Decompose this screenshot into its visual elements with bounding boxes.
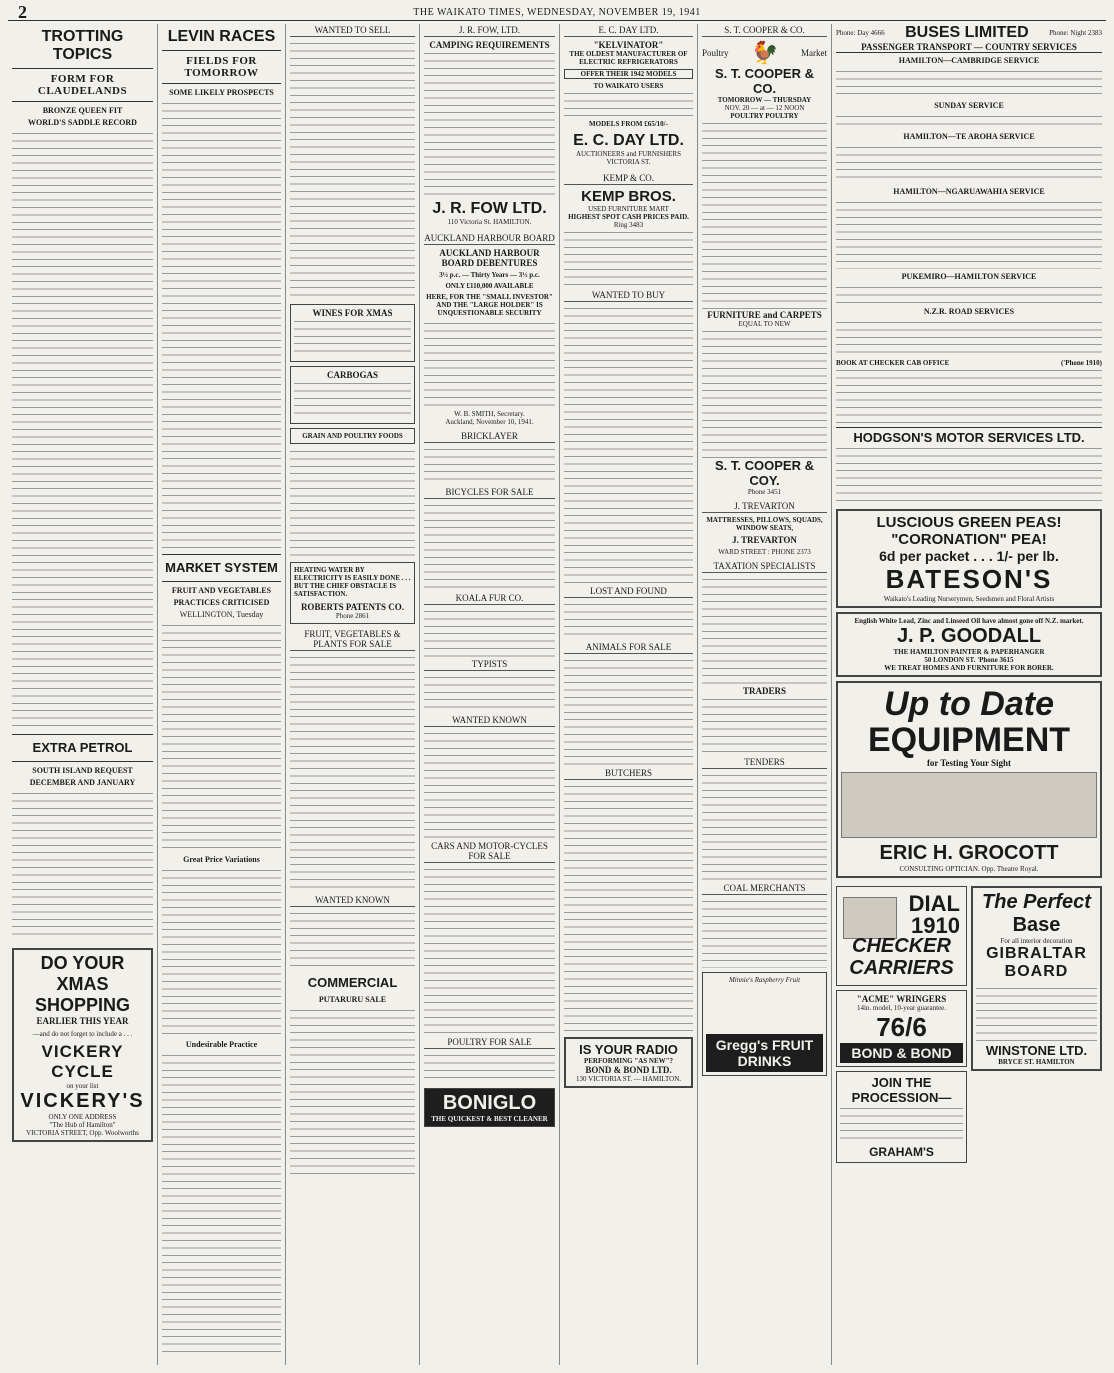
goodall-sub: THE HAMILTON PAINTER & PAPERHANGER xyxy=(893,648,1045,656)
checker-ad xyxy=(836,886,967,986)
trotting-sub2: BRONZE QUEEN FIT xyxy=(42,106,123,115)
trotting-subheading: FORM FOR CLAUDELANDS xyxy=(37,73,128,97)
goodall-tagline: WE TREAT HOMES AND FURNITURE FOR BORER. xyxy=(884,664,1054,672)
trevarton-street: WARD STREET : PHONE 2373 xyxy=(718,548,811,556)
fow-header: J. R. FOW, LTD. xyxy=(424,24,555,37)
cooper-header: S. T. COOPER & CO. xyxy=(702,24,827,37)
fruit-body xyxy=(290,654,415,894)
bateson-name: BATESON'S xyxy=(885,564,1053,594)
grocott-name: ERIC H. GROCOTT xyxy=(879,842,1059,864)
buses-header xyxy=(836,24,1102,42)
kemp-name: KEMP BROS. xyxy=(581,188,676,205)
masthead-title: THE WAIKATO TIMES, WEDNESDAY, NOVEMBER 19, 1941 xyxy=(413,7,701,18)
levin-heading: LEVIN RACES xyxy=(167,28,276,45)
goodall-name: J. P. GOODALL xyxy=(896,625,1042,647)
cooper-market-banner xyxy=(702,40,827,66)
classified-body-1 xyxy=(290,448,415,558)
radio-firm: BOND & BOND LTD. xyxy=(585,1065,672,1075)
winstone-address: BRYCE ST. HAMILTON xyxy=(998,1058,1075,1066)
column-6 xyxy=(698,24,832,1365)
poultry-head: POULTRY FOR SALE xyxy=(424,1036,555,1049)
trevarton-head: J. TREVARTON xyxy=(702,500,827,513)
gibraltar-line2: BOARD xyxy=(1004,963,1069,980)
radio-sub: PERFORMING "AS NEW"? xyxy=(583,1057,674,1065)
extra-petrol-sub: SOUTH ISLAND REQUEST xyxy=(32,766,133,775)
vickery-line2: XMAS xyxy=(56,974,109,994)
wringer-price: 76/6 xyxy=(876,1012,927,1042)
winstone-ad xyxy=(971,886,1102,1071)
market-heading: MARKET SYSTEM xyxy=(165,560,278,575)
route-pukemiro: PUKEMIRO—HAMILTON SERVICE xyxy=(901,272,1037,281)
buses-title: BUSES LIMITED xyxy=(905,24,1029,41)
buses-phone-night: Phone: Night 2383 xyxy=(1049,29,1102,37)
market-body-3 xyxy=(162,1052,281,1352)
gregg-ad xyxy=(702,972,827,1076)
coronation-title: "CORONATION" PEA! xyxy=(891,531,1047,548)
dial-block xyxy=(909,893,960,937)
roberts-phone: Phone 2861 xyxy=(335,612,370,620)
goodall-ad xyxy=(836,612,1102,677)
goodall-intro: English White Lead, Zinc and Linseed Oil have almost gone off N.Z. market. xyxy=(854,617,1084,625)
goodall-address: 50 LONDON ST. 'Phone 3615 xyxy=(924,656,1014,664)
vickery-hub: "The Hub of Hamilton" xyxy=(49,1121,116,1129)
base-line3: For all interior decoration xyxy=(1000,937,1073,945)
checker-title: CHECKER CARRIERS xyxy=(849,935,954,979)
trotting-sub3: WORLD'S SADDLE RECORD xyxy=(28,118,137,127)
harbour-date: Auckland, November 10, 1941. xyxy=(445,418,534,426)
trevarton-name: J. TREVARTON xyxy=(732,535,797,545)
wines-title: WINES FOR XMAS xyxy=(312,308,393,318)
carbogas-ad xyxy=(290,366,415,424)
extra-petrol-heading: EXTRA PETROL xyxy=(32,740,133,755)
equipment-line3: for Testing Your Sight xyxy=(926,758,1012,768)
winstone-name: WINSTONE LTD. xyxy=(985,1043,1088,1058)
kemp-head: KEMP & CO. xyxy=(564,172,693,185)
vickery-line1: DO YOUR xyxy=(40,953,125,973)
rooster-icon: 🐓 xyxy=(751,40,779,65)
nzr-heading: N.Z.R. ROAD SERVICES xyxy=(923,307,1015,316)
column-7 xyxy=(832,24,1106,1365)
dial-label: DIAL xyxy=(908,891,960,916)
book-phone: ('Phone 1910) xyxy=(1060,359,1102,367)
equipment-line1: Up to Date xyxy=(884,685,1054,723)
route-sunday: SUNDAY SERVICE xyxy=(934,101,1004,110)
heating-ad xyxy=(290,562,415,624)
gregg-title: Gregg's FRUIT DRINKS xyxy=(706,1034,823,1072)
harbour-rate: 3½ p.c. — Thirty Years — 3½ p.c. xyxy=(439,271,540,279)
animals-head: ANIMALS FOR SALE xyxy=(564,641,693,654)
taxation-head: TAXATION SPECIALISTS xyxy=(702,560,827,573)
buses-sub: PASSENGER TRANSPORT — COUNTRY SERVICES xyxy=(836,42,1102,53)
kelvinator-users: TO WAIKATO USERS xyxy=(593,82,664,90)
harbour-body xyxy=(424,320,555,410)
vickery-shop: VICKERY'S xyxy=(20,1090,145,1112)
minnie-label: Minnie's Raspberry Fruit xyxy=(728,976,801,984)
roberts-name: ROBERTS PATENTS CO. xyxy=(300,602,405,612)
vickery-brand: VICKERY CYCLE xyxy=(41,1042,124,1081)
trevarton-items: MATTRESSES, PILLOWS, SQUADS, WINDOW SEATS, xyxy=(706,516,823,532)
extra-petrol-sub2: DECEMBER AND JANUARY xyxy=(29,778,136,787)
cooper-sale-date: NOV. 20 — at — 12 NOON xyxy=(724,104,805,112)
procession-line2: PROCESSION— xyxy=(851,1090,952,1105)
column-4 xyxy=(420,24,560,1365)
putaruru-heading: PUTARURU SALE xyxy=(318,995,387,1004)
procession-line1: JOIN THE xyxy=(871,1075,932,1090)
masthead xyxy=(8,2,1106,22)
market-dateline: WELLINGTON, Tuesday xyxy=(179,610,264,619)
boniglo-name: BONIGLO xyxy=(442,1092,537,1114)
coal-head: COAL MERCHANTS xyxy=(702,882,827,895)
cooper-right-label: Market xyxy=(800,48,827,58)
radio-address: 130 VICTORIA ST. — HAMILTON. xyxy=(575,1075,681,1083)
bricklayer-head: BRICKLAYER xyxy=(424,430,555,443)
fow-address: 110 Victoria St. HAMILTON. xyxy=(447,218,532,226)
market-body-1 xyxy=(162,622,281,852)
kelvinator-models: MODELS FROM £65/10/- xyxy=(589,120,668,128)
vickery-line3: SHOPPING xyxy=(34,995,131,1015)
wringer-ad xyxy=(836,990,967,1067)
market-body-2 xyxy=(162,867,281,1037)
cooper-name: S. T. COOPER & CO. xyxy=(715,66,814,96)
trotting-heading: TROTTING TOPICS xyxy=(41,28,124,63)
levin-subheading: FIELDS FOR TOMORROW xyxy=(184,55,259,79)
boniglo-ad xyxy=(424,1088,555,1127)
book-heading: BOOK AT CHECKER CAB OFFICE xyxy=(836,359,950,367)
fruit-head: FRUIT, VEGETABLES & PLANTS FOR SALE xyxy=(290,628,415,651)
day-tagline: AUCTIONEERS and FURNISHERS VICTORIA ST. xyxy=(575,150,681,166)
bicycles-head: BICYCLES FOR SALE xyxy=(424,486,555,499)
day-header: E. C. DAY LTD. xyxy=(564,24,693,37)
kemp-sub: USED FURNITURE MART xyxy=(588,205,669,213)
vickery-line5: —and do not forget to include a . . . xyxy=(32,1030,133,1038)
tenders-head: TENDERS xyxy=(702,756,827,769)
gibraltar-line1: GIBRALTAR xyxy=(986,945,1087,962)
hodgson-title: HODGSON'S MOTOR SERVICES LTD. xyxy=(836,427,1102,445)
radio-ad xyxy=(564,1037,693,1088)
camping-title: CAMPING REQUIREMENTS xyxy=(429,40,550,50)
harbour-head: AUCKLAND HARBOUR BOARD xyxy=(424,233,555,243)
wanted-sell-head: WANTED TO SELL xyxy=(290,24,415,37)
wanted-buy-head: WANTED TO BUY xyxy=(564,289,693,302)
dial-number: 1910 xyxy=(911,913,960,938)
kelvinator-offer: OFFER THEIR 1942 MODELS xyxy=(564,69,693,79)
wanted-sell-body xyxy=(290,40,415,300)
bottom-right-ads xyxy=(971,882,1102,1167)
grain-title: GRAIN AND POULTRY FOODS xyxy=(302,432,403,440)
bateson-ad xyxy=(836,509,1102,608)
heating-text: HEATING WATER BY ELECTRICITY IS EASILY DONE . . . BUT THE CHIEF OBSTACLE IS SATISFACTION. xyxy=(294,566,411,598)
kemp-phone: Ring 3483 xyxy=(613,221,644,229)
cooper-poultry: POULTRY POULTRY xyxy=(730,112,799,120)
route-cambridge: HAMILTON—CAMBRIDGE SERVICE xyxy=(898,56,1040,65)
kelvinator-title: "KELVINATOR" xyxy=(593,40,664,50)
wanted-known-head: WANTED KNOWN xyxy=(290,894,415,907)
furniture-title: FURNITURE and CARPETS xyxy=(707,310,822,320)
vickery-line4: EARLIER THIS YEAR xyxy=(36,1016,129,1026)
cooper-sale-day: TOMORROW — THURSDAY xyxy=(717,96,812,104)
kelvinator-sub: THE OLDEST MANUFACTURER OF ELECTRIC REFRIGERATORS xyxy=(569,50,688,66)
boniglo-tagline: THE QUICKEST & BEST CLEANER xyxy=(431,1115,548,1123)
day-name: E. C. DAY LTD. xyxy=(573,132,684,149)
wringer-sub: 14in. model, 10-year guarantee. xyxy=(856,1004,947,1012)
column-1 xyxy=(8,24,158,1365)
market-sub: FRUIT AND VEGETABLES xyxy=(171,586,272,595)
levin-sub2: SOME LIKELY PROSPECTS xyxy=(169,88,274,97)
column-2 xyxy=(158,24,286,1365)
trotting-body xyxy=(12,130,153,730)
levin-body xyxy=(162,100,281,550)
camping-body xyxy=(424,50,555,200)
pea-price: 6d per packet . . . 1/- per lb. xyxy=(879,548,1059,564)
route-ngaruawahia: HAMILTON—NGARUAWAHIA SERVICE xyxy=(893,187,1045,196)
fow-name: J. R. FOW LTD. xyxy=(432,200,547,217)
vickery-ad xyxy=(12,948,153,1142)
equipment-line2: EQUIPMENT xyxy=(867,721,1071,759)
lost-head: LOST AND FOUND xyxy=(564,585,693,598)
bond-and-bond: BOND & BOND xyxy=(840,1043,963,1063)
graham-name: GRAHAM'S xyxy=(869,1145,934,1159)
furniture-sub: EQUAL TO NEW xyxy=(738,320,791,328)
bottom-left-ads xyxy=(836,882,967,1167)
cooper-phone: Phone 3451 xyxy=(747,488,782,496)
harbour-tagline: HERE, FOR THE "SMALL INVESTOR" AND THE "LARGE HOLDER" IS UNQUESTIONABLE SECURITY xyxy=(426,293,553,317)
typists-head: TYPISTS xyxy=(424,658,555,671)
carbogas-title: CARBOGAS xyxy=(326,370,378,380)
column-3 xyxy=(286,24,420,1365)
market-subhead-1: Great Price Variations xyxy=(183,855,260,864)
buses-phone-day: Phone: Day 4666 xyxy=(836,29,885,37)
vickery-address: ONLY ONE ADDRESS xyxy=(48,1113,117,1121)
market-sub2: PRACTICES CRITICISED xyxy=(173,598,270,607)
koala-head: KOALA FUR CO. xyxy=(424,592,555,605)
wines-ad xyxy=(290,304,415,362)
grocott-sub: CONSULTING OPTICIAN. Opp. Theatre Royal. xyxy=(899,865,1039,873)
kemp-price: HIGHEST SPOT CASH PRICES PAID. xyxy=(568,213,689,221)
market-subhead-2: Undesirable Practice xyxy=(185,1040,258,1049)
grocott-ad xyxy=(836,681,1102,878)
traders-heading: TRADERS xyxy=(742,686,786,696)
page-number: 2 xyxy=(18,2,28,22)
bateson-sub: Waikato's Leading Nurserymen, Seedsmen and Floral Artists xyxy=(883,595,1055,603)
base-line1: The Perfect xyxy=(982,891,1091,913)
wanted-known-body xyxy=(290,910,415,970)
cars-head: CARS AND MOTOR-CYCLES FOR SALE xyxy=(424,840,555,863)
butchers-head: BUTCHERS xyxy=(564,767,693,780)
extra-petrol-body xyxy=(12,790,153,940)
grain-ad xyxy=(290,428,415,444)
vickery-list: on your list xyxy=(66,1082,99,1090)
bottom-ads-row xyxy=(836,882,1102,1167)
harbour-sign: W. B. SMITH, Secretary. xyxy=(454,410,525,418)
commercial-heading: COMMERCIAL xyxy=(307,975,398,990)
harbour-title: AUCKLAND HARBOUR BOARD DEBENTURES xyxy=(439,248,540,268)
radio-title: IS YOUR RADIO xyxy=(579,1042,678,1057)
sight-testing-illustration xyxy=(841,772,1097,838)
book-checker xyxy=(836,359,1102,367)
graham-ad xyxy=(836,1071,967,1163)
cooper-bottom: S. T. COOPER & COY. xyxy=(715,458,814,488)
wringer-title: "ACME" WRINGERS xyxy=(856,994,947,1004)
route-te-aroha: HAMILTON—TE AROHA SERVICE xyxy=(903,132,1035,141)
truck-illustration xyxy=(843,897,897,939)
harbour-amount: ONLY £110,000 AVAILABLE xyxy=(445,282,534,290)
wanted-known-head-2: WANTED KNOWN xyxy=(424,714,555,727)
cooper-left-label: Poultry xyxy=(702,48,729,58)
peas-title: LUSCIOUS GREEN PEAS! xyxy=(876,514,1062,531)
vickery-street: VICTORIA STREET, Opp. Woolworths xyxy=(26,1129,139,1137)
commercial-body xyxy=(290,1007,415,1177)
base-line2: Base xyxy=(1012,914,1061,936)
column-5 xyxy=(560,24,698,1365)
